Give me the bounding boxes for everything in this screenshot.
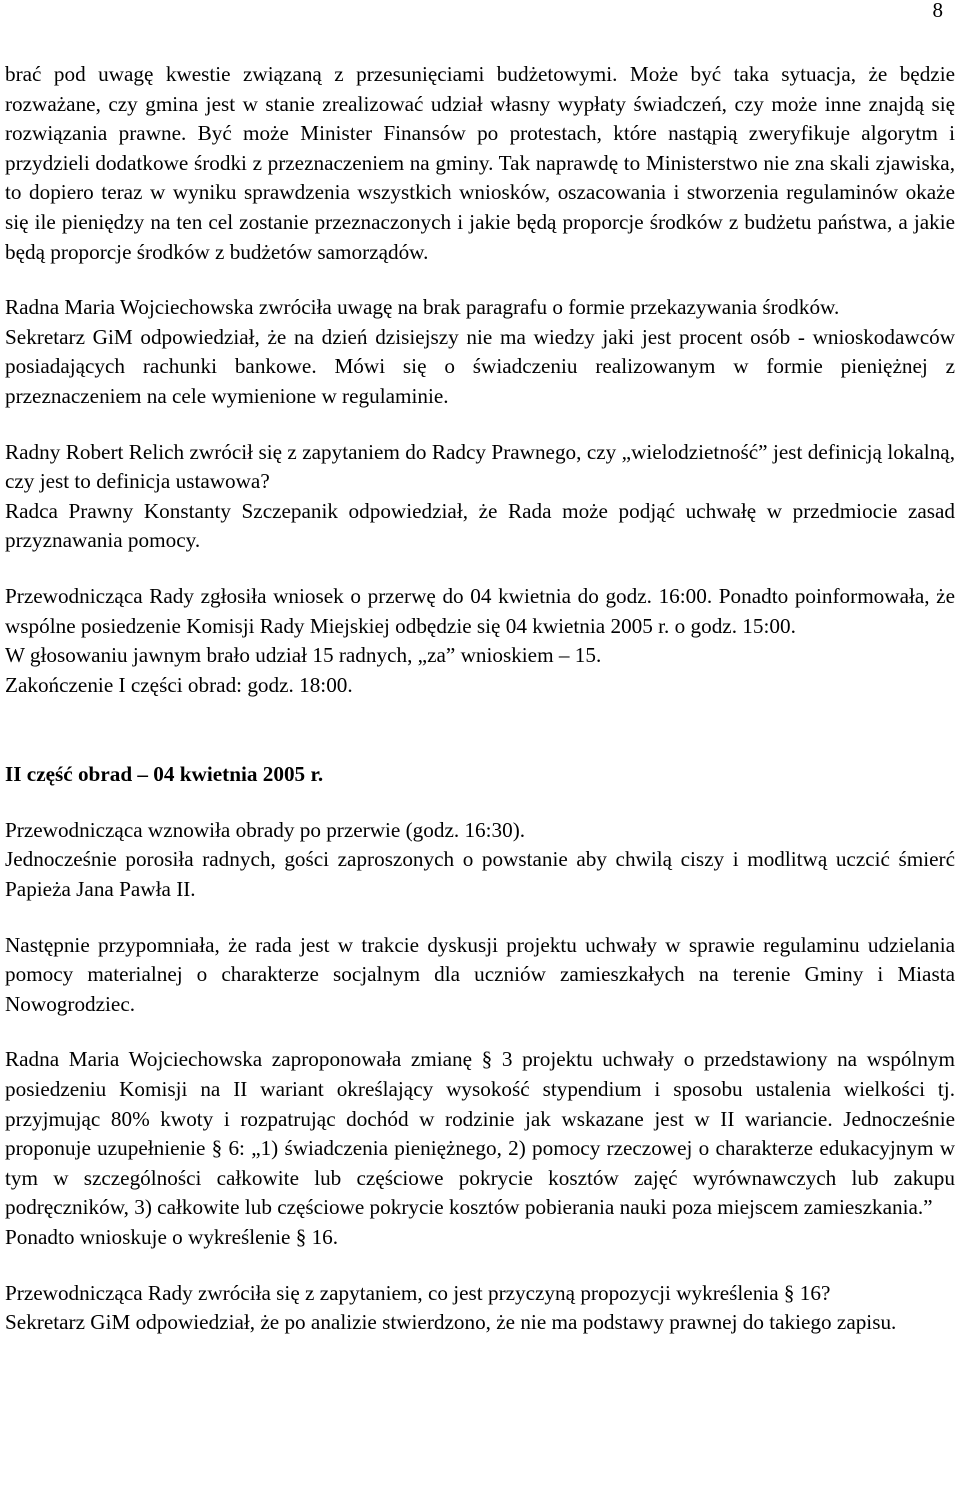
paragraph-vote-result: W głosowaniu jawnym brało udział 15 radnych, „za” wnioskiem – 15. <box>5 643 602 668</box>
paragraph-budget-discussion: brać pod uwagę kwestie związaną z przesunięciami budżetowymi. Może być taka sytuacja, że będzie rozważane, czy gmina jest w stanie zrealizować udział własny wypłaty świadczeń, czy może inne znajdą się rozwiązania prawne. Być może Minister Finansów po protestach, które nastąpią zweryfikuje algorytm i przydzieli dodatkowe środki z przeznaczeniem na gminy. Tak naprawdę to Ministerstwo nie zna skali zjawiska, to dopiero teraz w wyniku sprawdzenia wszystkich wniosków, oszacowania i stworzenia regulaminów okaże się ile pieniędzy na ten cel zostanie przeznaczonych i jakie będą proporcje środków z budżetu państwa, a jakie będą proporcje środków z budżetów samorządów. <box>5 62 955 264</box>
paragraph-resumption: Przewodnicząca wznowiła obrady po przerwie (godz. 16:30). <box>5 817 526 842</box>
paragraph-amendment-proposal: Radna Maria Wojciechowska zaproponowała zmianę § 3 projektu uchwały o przedstawiony na wspólnym posiedzeniu Komisji na II wariant określający wysokość stypendium i sposobu ustalenia wielkości tj. przyjmując 80% kwoty i rozpatrując dochód w rodzinie jak wskazane jest w II wariancie. Jednocześnie proponuje uzupełnienie § 6: „1) świadczenia pieniężnego, 2) pomocy rzeczowej o charakterze edukacyjnym w tym w szczególności całkowite lub częściowe pokrycie kosztów zajęć wyrównawczych lub zakupu podręczników, 3) całkowite lub częściowe pokrycie kosztów pobierania nauki poza miejscem zamieszkania.” <box>5 1047 955 1220</box>
paragraph-spacer <box>5 412 955 438</box>
paragraph-break-motion: Przewodnicząca Rady zgłosiła wniosek o przerwę do 04 kwietnia do godz. 16:00. Ponadto poinformowała, że wspólne posiedzenie Komisji Rady Miejskiej odbędzie się 04 kwietnia 2005 r. o godz. 15:00. <box>5 583 955 638</box>
page-number: 8 <box>932 0 943 22</box>
paragraph-chair-question: Przewodnicząca Rady zwróciła się z zapytaniem, co jest przyczyną propozycji wykreślenia § 16? <box>5 1280 831 1305</box>
paragraph-wojciechowska-remark: Radna Maria Wojciechowska zwróciła uwagę na brak paragrafu o formie przekazywania środków. <box>5 295 840 320</box>
paragraph-spacer <box>5 556 955 582</box>
paragraph-draft-resolution: Następnie przypomniała, że rada jest w trakcie dyskusji projektu uchwały w sprawie regulaminu udzielania pomocy materialnej o charakterze socjalnym dla uczniów zamieszkałych na terenie Gminy i Miasta Nowogrodziec. <box>5 932 955 1016</box>
section-heading: II część obrad – 04 kwietnia 2005 r. <box>5 762 324 787</box>
paragraph-deletion-motion: Ponadto wnioskuje o wykreślenie § 16. <box>5 1225 339 1249</box>
document-body <box>5 60 955 1338</box>
paragraph-session-end: Zakończenie I części obrad: godz. 18:00. <box>5 672 353 697</box>
paragraph-spacer <box>5 905 955 931</box>
paragraph-spacer <box>5 267 955 293</box>
section-spacer <box>5 700 955 760</box>
paragraph-secretary-answer: Sekretarz GiM odpowiedział, że na dzień dzisiejszy nie ma wiedzy jaki jest procent osób - wnioskodawców posiadających rachunki bankowe. Mówi się o świadczeniu realizowanym w formie pieniężnej z przeznaczeniem na cele wymienione w regulaminie. <box>5 324 955 408</box>
paragraph-legal-counsel-answer: Radca Prawny Konstanty Szczepanik odpowiedział, że Rada może podjąć uchwałę w przedmiocie zasad przyznawania pomocy. <box>5 498 955 553</box>
paragraph-minute-silence: Jednocześnie porosiła radnych, gości zaproszonych o powstanie aby chwilą ciszy i modlitwą uczcić śmierć Papieża Jana Pawła II. <box>5 847 955 902</box>
paragraph-spacer <box>5 790 955 816</box>
paragraph-secretary-final-answer: Sekretarz GiM odpowiedział, że po analizie stwierdzono, że nie ma podstawy prawnej do takiego zapisu. <box>5 1310 897 1335</box>
paragraph-relich-question: Radny Robert Relich zwrócił się z zapytaniem do Radcy Prawnego, czy „wielodzietność” jest definicją lokalną, czy jest to definicja ustawowa? <box>5 439 955 494</box>
paragraph-spacer <box>5 1253 955 1279</box>
paragraph-spacer <box>5 1019 955 1045</box>
